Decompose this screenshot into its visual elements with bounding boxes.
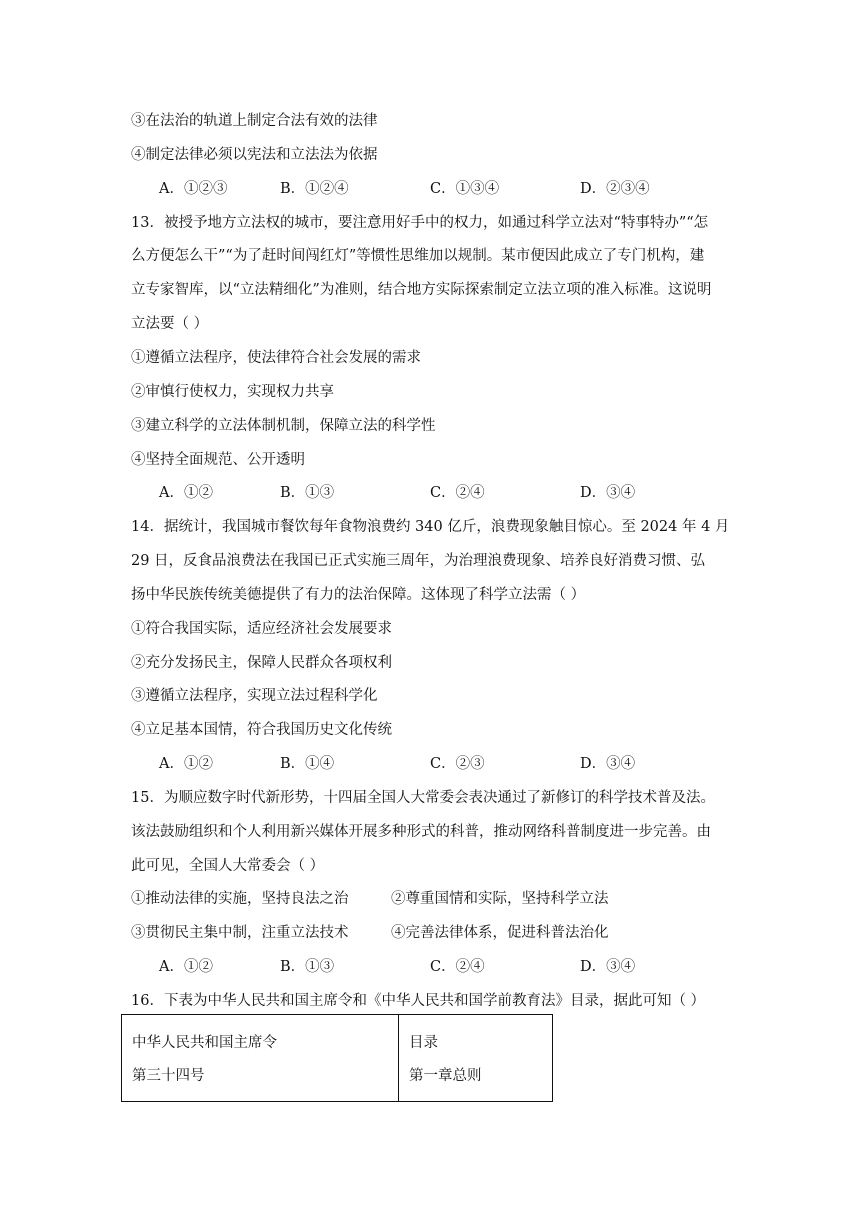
order-number: 第三十四号 [132,1068,205,1084]
q14-option-d: D．③④ [580,756,636,772]
q12-option-c: C．①③④ [430,181,500,197]
q15-stem-line: 15．为顺应数字时代新形势，十四届全国人大常委会表决通过了新修订的科学技术普及法。 [131,790,715,806]
q15-stem-line: 该法鼓励组织和个人利用新兴媒体开展多种形式的科普，推动网络科普制度进一步完善。由 [131,824,711,840]
q15-items-row [131,923,731,943]
q13-stem-line: 立法要（ ） [131,316,209,332]
q13-item-3: ③建立科学的立法体制机制，保障立法的科学性 [131,418,436,434]
q12-option-d: D．②③④ [580,181,650,197]
contents-cell [399,1015,553,1102]
q15-option-d: D．③④ [580,959,636,975]
q15-item-2: ②尊重国情和实际，坚持科学立法 [391,891,609,907]
q14-stem-line: 29 日，反食品浪费法在我国已正式实施三周年，为治理浪费现象、培养良好消费习惯、弘 [131,553,706,569]
q13-option-d: D．③④ [580,485,636,501]
q15-option-c: C．②④ [430,959,485,975]
q13-option-a: A．①② [159,485,213,501]
q15-item-3: ③贯彻民主集中制，注重立法技术 [131,925,349,941]
q14-stem-line: 扬中华民族传统美德提供了有力的法治保障。这体现了科学立法需（ ） [131,587,586,603]
q14-item-1: ①符合我国实际，适应经济社会发展要求 [131,621,392,637]
chapter-one: 第一章总则 [409,1068,482,1084]
q13-item-2: ②审慎行使权力，实现权力共享 [131,384,334,400]
q14-item-2: ②充分发扬民主，保障人民群众各项权利 [131,655,392,671]
q16-table [121,1014,553,1102]
order-title: 中华人民共和国主席令 [132,1035,277,1051]
q14-item-3: ③遵循立法程序，实现立法过程科学化 [131,688,378,704]
q14-item-4: ④立足基本国情，符合我国历史文化传统 [131,722,392,738]
q14-option-b: B．①④ [280,756,335,772]
q13-options [159,483,739,503]
q12-item-4: ④制定法律必须以宪法和立法法为依据 [131,147,378,163]
q12-item-3: ③在法治的轨道上制定合法有效的法律 [131,113,378,129]
table-row [122,1015,553,1102]
q13-item-4: ④坚持全面规范、公开透明 [131,452,305,468]
contents-heading: 目录 [409,1035,438,1051]
q16-stem-line: 16．下表为中华人民共和国主席令和《中华人民共和国学前教育法》目录，据此可知（ ） [131,993,706,1009]
q14-option-c: C．②③ [430,756,485,772]
q12-option-a: A．①②③ [159,181,228,197]
q15-items-row [131,889,731,909]
q15-option-a: A．①② [159,959,213,975]
q12-options [159,179,739,199]
q14-stem-line: 14．据统计，我国城市餐饮每年食物浪费约 340 亿斤，浪费现象触目惊心。至 2024 年 4 月 [131,519,730,535]
q14-option-a: A．①② [159,756,213,772]
q13-stem-line: 么方便怎么干”“为了赶时间闯红灯”等惯性思维加以规制。某市便因此成立了专门机构，建 [131,248,705,264]
presidential-order-cell [122,1015,399,1102]
q15-option-b: B．①③ [280,959,335,975]
q13-stem-line: 13．被授予地方立法权的城市，要注意用好手中的权力，如通过科学立法对“特事特办”“怎 [131,215,709,231]
q13-item-1: ①遵循立法程序，使法律符合社会发展的需求 [131,350,421,366]
q15-stem-line: 此可见，全国人大常委会（ ） [131,858,325,874]
q15-item-4: ④完善法律体系，促进科普法治化 [391,925,609,941]
q15-options [159,957,739,977]
q13-option-c: C．②④ [430,485,485,501]
q13-option-b: B．①③ [280,485,335,501]
q13-stem-line: 立专家智库，以“立法精细化”为准则，结合地方实际探索制定立法立项的准入标准。这说明 [131,282,712,298]
q15-item-1: ①推动法律的实施，坚持良法之治 [131,891,349,907]
q14-options [159,754,739,774]
q12-option-b: B．①②④ [280,181,349,197]
